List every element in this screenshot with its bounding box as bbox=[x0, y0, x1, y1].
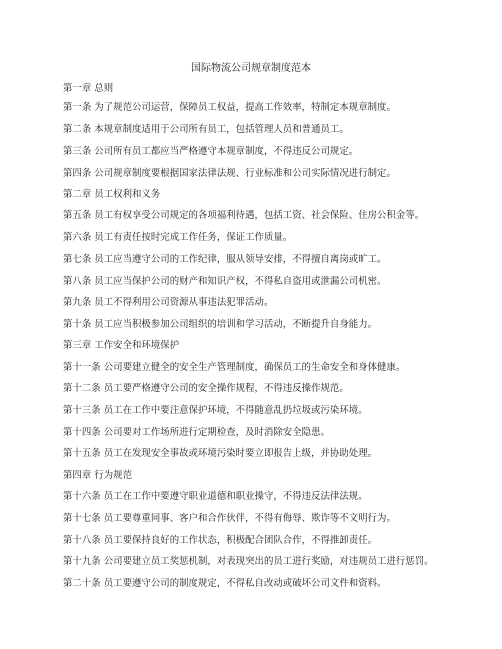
article-3: 第三条 公司所有员工都应当严格遵守本规章制度，不得违反公司规定。 bbox=[63, 146, 359, 157]
article-17: 第十七条 员工要尊重同事、客户和合作伙伴，不得有侮辱、欺诈等不文明行为。 bbox=[63, 513, 396, 524]
chapter-heading-4: 第四章 行为规范 bbox=[63, 470, 133, 481]
article-1: 第一条 为了规范公司运营，保障员工权益，提高工作效率，特制定本规章制度。 bbox=[63, 102, 396, 113]
article-4: 第四条 公司规章制度要根据国家法律法规、行业标准和公司实际情况进行制定。 bbox=[63, 168, 396, 179]
article-9: 第九条 员工不得利用公司资源从事违法犯罪活动。 bbox=[63, 297, 274, 308]
article-6: 第六条 员工有责任按时完成工作任务，保证工作质量。 bbox=[63, 232, 293, 243]
article-18: 第十八条 员工要保持良好的工作状态，积极配合团队合作，不得推卸责任。 bbox=[63, 535, 378, 546]
article-2: 第二条 本规章制度适用于公司所有员工，包括管理人员和普通员工。 bbox=[63, 124, 349, 135]
article-20: 第二十条 员工要遵守公司的制度规定，不得私自改动或破坏公司文件和资料。 bbox=[63, 578, 387, 589]
article-13: 第十三条 员工在工作中要注意保护环境，不得随意乱扔垃圾或污染环境。 bbox=[63, 405, 368, 416]
article-19: 第十九条 公司要建立员工奖惩机制，对表现突出的员工进行奖励，对违规员工进行惩罚。 bbox=[63, 556, 434, 567]
chapter-heading-2: 第二章 员工权利和义务 bbox=[63, 189, 161, 200]
chapter-heading-3: 第三章 工作安全和环境保护 bbox=[63, 340, 180, 351]
article-12: 第十二条 员工要严格遵守公司的安全操作规程，不得违反操作规范。 bbox=[63, 383, 349, 394]
article-8: 第八条 员工应当保护公司的财产和知识产权，不得私自盗用或泄漏公司机密。 bbox=[63, 276, 387, 287]
article-15: 第十五条 员工在发现安全事故或环境污染时要立即报告上级，并协助处理。 bbox=[63, 448, 378, 459]
article-7: 第七条 员工应当遵守公司的工作纪律，服从领导安排，不得擅自离岗或旷工。 bbox=[63, 254, 387, 265]
article-14: 第十四条 公司要对工作场所进行定期检查，及时消除安全隐患。 bbox=[63, 427, 330, 438]
article-11: 第十一条 公司要建立健全的安全生产管理制度，确保员工的生命安全和身体健康。 bbox=[63, 362, 406, 373]
chapter-heading-1: 第一章 总则 bbox=[63, 83, 114, 94]
article-10: 第十条 员工应当积极参加公司组织的培训和学习活动，不断提升自身能力。 bbox=[63, 319, 378, 330]
document-title: 国际物流公司规章制度范本 bbox=[191, 63, 311, 74]
article-16: 第十六条 员工在工作中要遵守职业道德和职业操守，不得违反法律法规。 bbox=[63, 491, 368, 502]
article-5: 第五条 员工有权享受公司规定的各项福利待遇，包括工资、社会保险、住房公积金等。 bbox=[63, 210, 425, 221]
